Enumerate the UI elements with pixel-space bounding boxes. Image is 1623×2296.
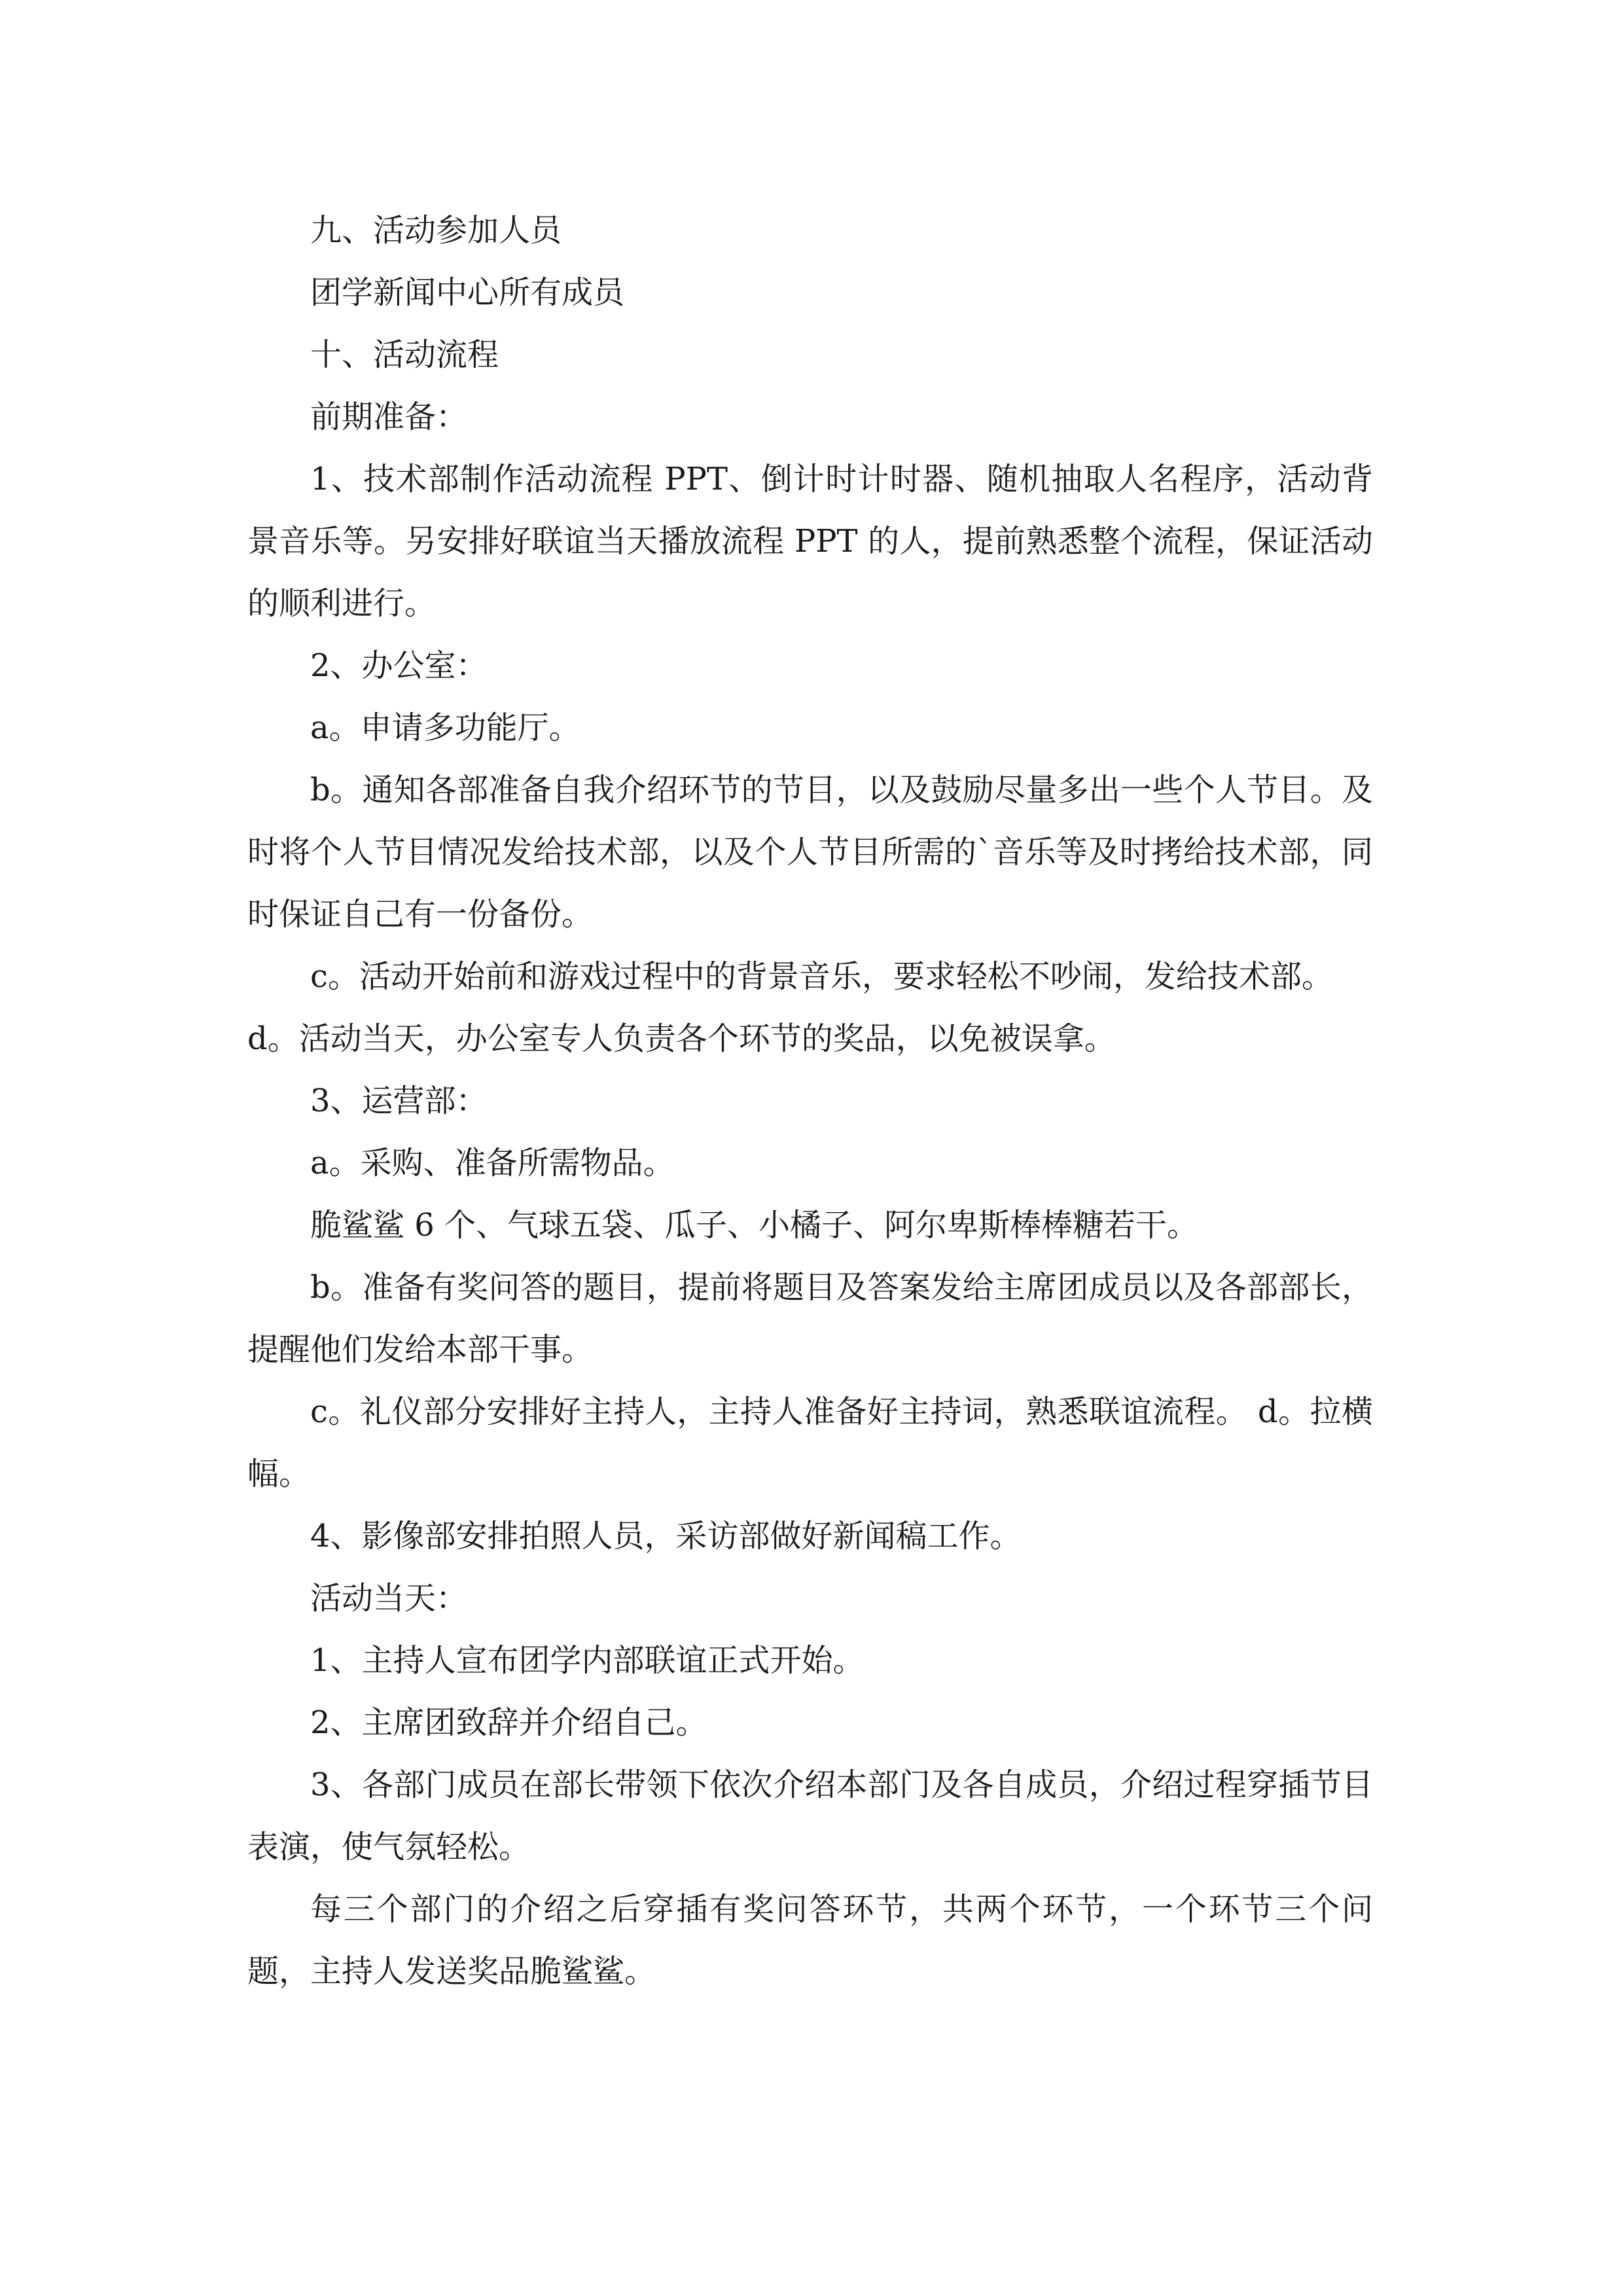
subheading-event-day: 活动当天： (310, 1580, 468, 1617)
paragraph-step-1: 1、主持人宣布团学内部联谊正式开始。 (310, 1642, 865, 1679)
paragraph-office-d: d。活动当天，办公室专人负责各个环节的奖品，以免被误拿。 (247, 1020, 1116, 1057)
document-body (247, 200, 1373, 2003)
paragraph-operations: 3、运营部： (310, 1083, 488, 1119)
paragraph-office-b: b。通知各部准备自我介绍环节的节目，以及鼓励尽量多出一些个人节目。及时将个人节目情况发给技术部，以及个人节目所需的`音乐等及时拷给技术部，同时保证自己有一份备份。 (247, 772, 1373, 933)
paragraph-step-3: 3、各部门成员在部长带领下依次介绍本部门及各自成员，介绍过程穿插节目表演，使气氛轻松。 (247, 1767, 1373, 1865)
paragraph-tech-dept: 1、技术部制作活动流程 PPT、倒计时计时器、随机抽取人名程序，活动背景音乐等。另安排好联谊当天播放流程 PPT 的人，提前熟悉整个流程，保证活动的顺利进行。 (247, 461, 1373, 622)
subheading-preparation: 前期准备： (310, 399, 468, 435)
paragraph-step-2: 2、主席团致辞并介绍自己。 (310, 1704, 707, 1741)
paragraph-office-a: a。申请多功能厅。 (310, 709, 580, 746)
paragraph-operations-c: c。礼仪部分安排好主持人，主持人准备好主持词，熟悉联谊流程。 d。拉横幅。 (247, 1393, 1373, 1492)
paragraph-operations-b: b。准备有奖问答的题目，提前将题目及答案发给主席团成员以及各部部长，提醒他们发给本部干事。 (247, 1269, 1373, 1368)
paragraph-quiz: 每三个部门的介绍之后穿插有奖问答环节，共两个环节，一个环节三个问题，主持人发送奖品脆鲨鲨。 (247, 1891, 1373, 1990)
paragraph-operations-a: a。采购、准备所需物品。 (310, 1145, 675, 1181)
paragraph-supplies-list: 脆鲨鲨 6 个、气球五袋、瓜子、小橘子、阿尔卑斯棒棒糖若干。 (310, 1207, 1199, 1244)
paragraph-office: 2、办公室： (310, 647, 488, 684)
paragraph-office-c: c。活动开始前和游戏过程中的背景音乐，要求轻松不吵闹，发给技术部。 (310, 958, 1333, 995)
paragraph-participants: 团学新闻中心所有成员 (310, 274, 625, 311)
paragraph-media-dept: 4、影像部安排拍照人员，采访部做好新闻稿工作。 (310, 1518, 1022, 1554)
section-heading-process: 十、活动流程 (310, 336, 499, 373)
section-heading-participants: 九、活动参加人员 (310, 212, 562, 249)
